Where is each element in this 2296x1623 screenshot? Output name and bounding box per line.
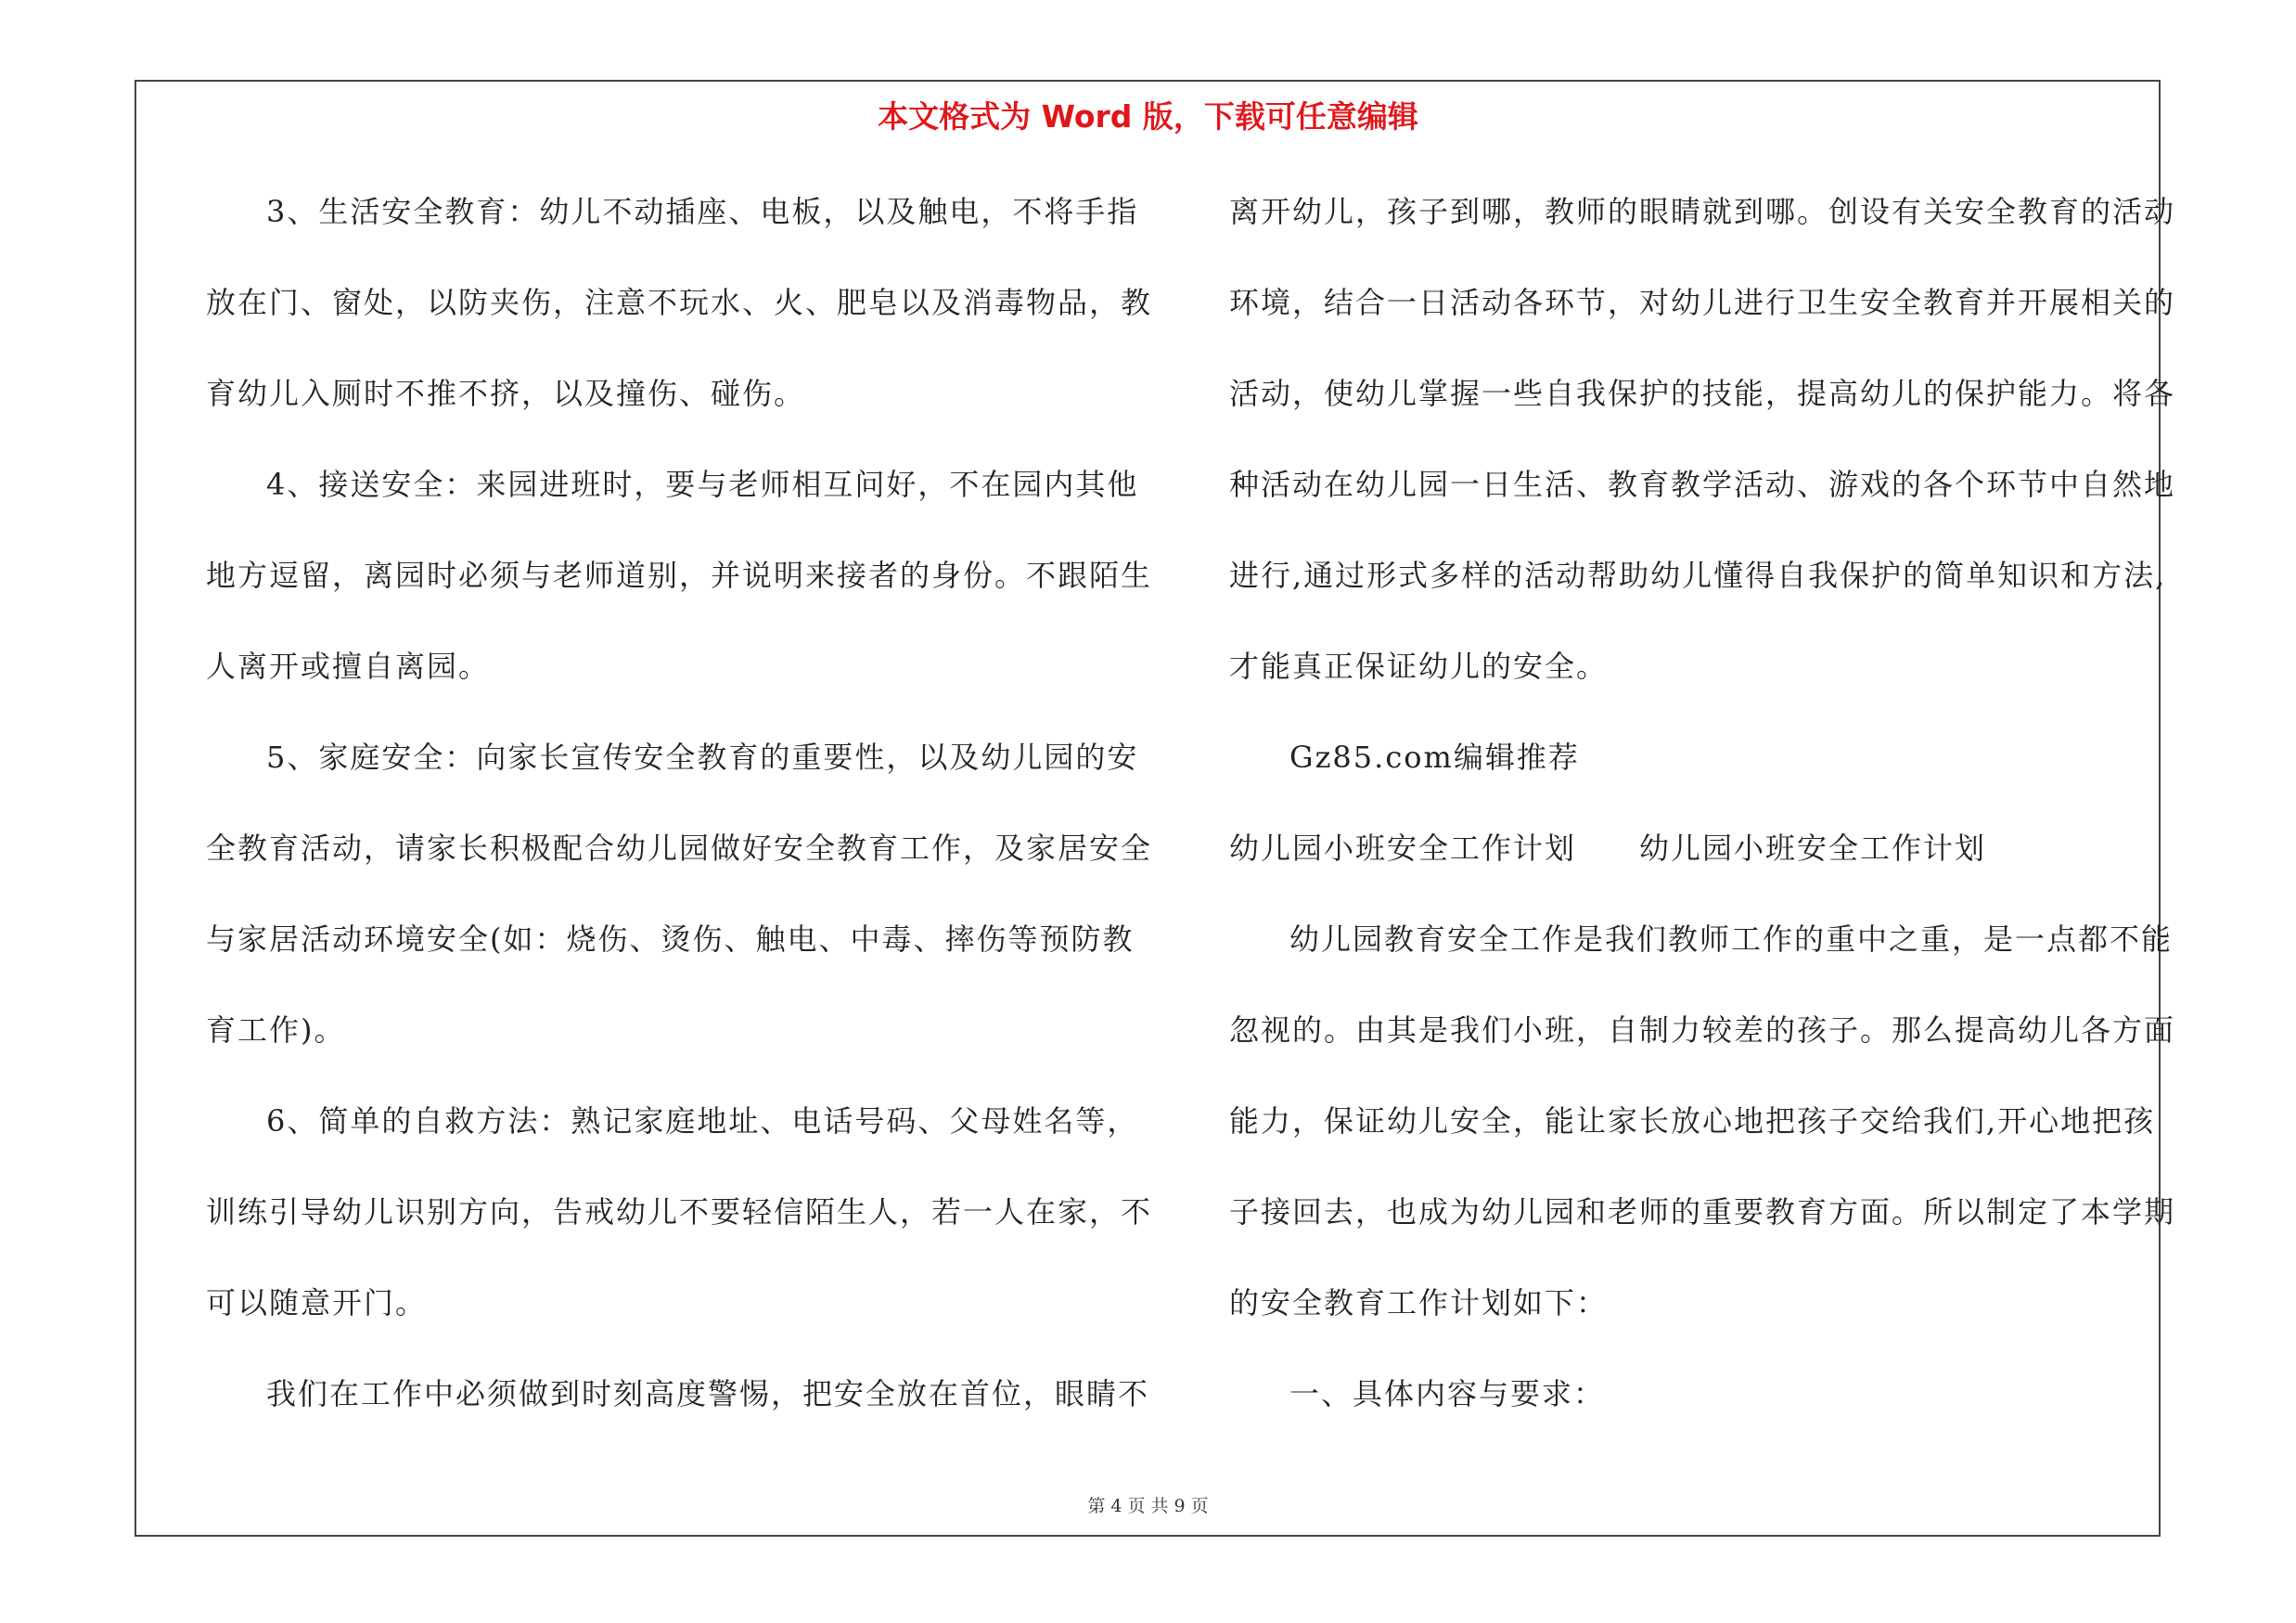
text-line: 活动，使幼儿掌握一些自我保护的技能，提高幼儿的保护能力。将各 <box>1229 376 2176 411</box>
text-line: 4、接送安全：来园进班时，要与老师相互问好，不在园内其他 <box>266 467 1139 502</box>
text-line: 放在门、窗处，以防夹伤，注意不玩水、火、肥皂以及消毒物品，教 <box>206 285 1153 320</box>
text-line: 我们在工作中必须做到时刻高度警惕，把安全放在首位，眼睛不 <box>266 1376 1150 1411</box>
text-line: 环境，结合一日活动各环节，对幼儿进行卫生安全教育并开展相关的 <box>1229 285 2176 320</box>
text-line: 能力，保证幼儿安全，能让家长放心地把孩子交给我们,开心地把孩 <box>1229 1103 2156 1139</box>
section-heading: 一、具体内容与要求： <box>1289 1376 1606 1411</box>
text-line: 全教育活动，请家长积极配合幼儿园做好安全教育工作，及家居安全 <box>206 831 1153 866</box>
text-line: 的安全教育工作计划如下： <box>1229 1285 1609 1320</box>
text-line: 5、家庭安全：向家长宣传安全教育的重要性，以及幼儿园的安 <box>266 740 1139 775</box>
text-line: 与家居活动环境安全(如：烧伤、烫伤、触电、中毒、摔伤等预防教 <box>206 921 1135 957</box>
text-line: 6、简单的自救方法：熟记家庭地址、电话号码、父母姓名等， <box>266 1103 1139 1139</box>
text-line: 3、生活安全教育：幼儿不动插座、电板，以及触电，不将手指 <box>266 194 1139 229</box>
document-header: 本文格式为 Word 版，下载可任意编辑 <box>878 98 1418 135</box>
related-links: 幼儿园小班安全工作计划 幼儿园小班安全工作计划 <box>1229 831 1987 866</box>
page-number: 第 4 页 共 9 页 <box>1087 1496 1209 1516</box>
text-line: 人离开或擅自离园。 <box>206 649 491 684</box>
left-column <box>206 184 1153 1457</box>
text-line: 育工作)。 <box>206 1012 346 1048</box>
text-line: 子接回去，也成为幼儿园和老师的重要教育方面。所以制定了本学期 <box>1229 1194 2176 1230</box>
right-column <box>1229 184 2176 1457</box>
text-line: 离开幼儿，孩子到哪，教师的眼睛就到哪。创设有关安全教育的活动 <box>1229 194 2176 229</box>
text-line: 忽视的。由其是我们小班，自制力较差的孩子。那么提高幼儿各方面 <box>1229 1012 2176 1048</box>
text-line: 育幼儿入厕时不推不挤，以及撞伤、碰伤。 <box>206 376 806 411</box>
text-line: 训练引导幼儿识别方向，告戒幼儿不要轻信陌生人，若一人在家，不 <box>206 1194 1153 1230</box>
text-line: 地方逗留，离园时必须与老师道别，并说明来接者的身份。不跟陌生 <box>206 558 1153 593</box>
text-line: 幼儿园教育安全工作是我们教师工作的重中之重，是一点都不能 <box>1289 921 2174 957</box>
text-line: 种活动在幼儿园一日生活、教育教学活动、游戏的各个环节中自然地 <box>1229 467 2176 502</box>
text-line: 进行,通过形式多样的活动帮助幼儿懂得自我保护的简单知识和方法, <box>1229 558 2167 593</box>
text-line: 才能真正保证幼儿的安全。 <box>1229 649 1609 684</box>
text-line: 可以随意开门。 <box>206 1285 428 1320</box>
recommend-label: Gz85.com编辑推荐 <box>1289 740 1580 775</box>
